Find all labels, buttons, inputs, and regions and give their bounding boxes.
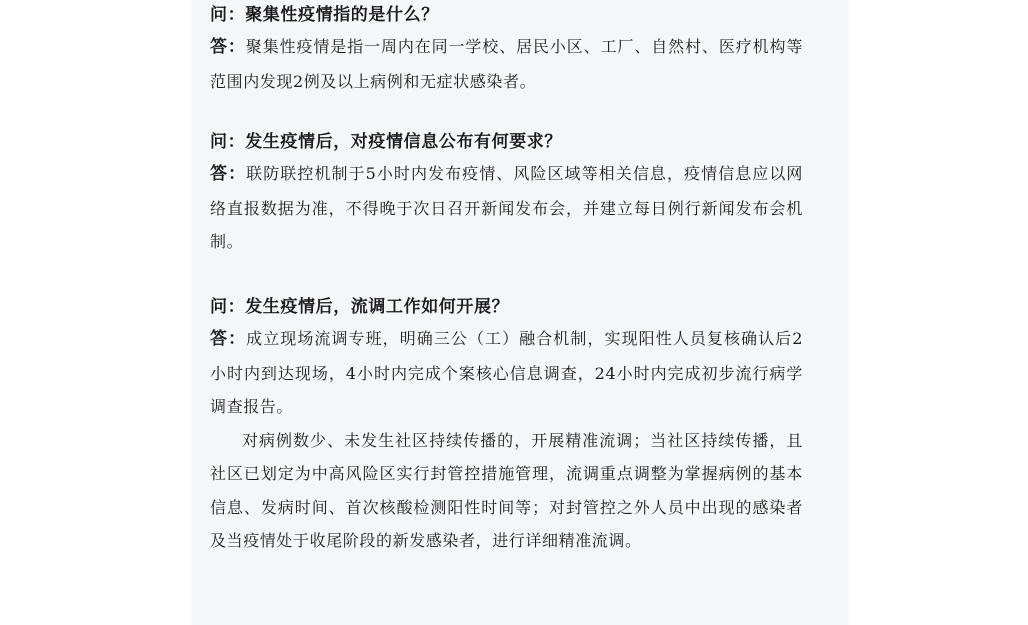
question-label: 问： [210,132,246,152]
answer-3-paragraph: 对病例数少、未发生社区持续传播的，开展精准流调；当社区持续传播，且社区已划定为中高风险区实行封管控措施管理，流调重点调整为掌握病例的基本信息、发病时间、首次核酸检测阳性时间等；对封管控之外人员中出现的感染者及当疫情处于收尾阶段的新发感染者，进行详细精准流调。 [210,430,803,550]
question-text: 聚集性疫情指的是什么？ [245,5,439,25]
question-text: 发生疫情后，对疫情信息公布有何要求？ [245,132,563,152]
answer-2 [210,157,803,259]
answer-label: 答： [210,164,247,184]
question-text: 发生疫情后，流调工作如何开展？ [245,297,510,317]
answer-text: 联防联控机制于5小时内发布疫情、风险区域等相关信息，疫情信息应以网络直报数据为准，不得晚于次日召开新闻发布会，并建立每日例行新闻发布会机制。 [210,164,804,251]
question-1 [210,0,803,30]
answer-1 [210,30,803,98]
qa-item-3 [210,292,803,558]
article-body [191,0,849,625]
answer-label: 答： [210,37,246,57]
answer-label: 答： [210,329,247,349]
answer-3 [210,322,803,424]
question-2 [210,127,803,157]
answer-text: 聚集性疫情是指一周内在同一学校、居民小区、工厂、自然村、医疗机构等范围内发现2例及以上病例和无症状感染者。 [210,37,803,91]
question-label: 问： [210,297,246,317]
answer-text: 成立现场流调专班，明确三公（工）融合机制，实现阳性人员复核确认后2小时内到达现场，4小时内完成个案核心信息调查，24小时内完成初步流行病学调查报告。 [210,329,804,416]
qa-item-1 [210,0,803,98]
qa-item-2 [210,127,803,259]
question-label: 问： [210,5,246,25]
question-3 [210,292,803,322]
